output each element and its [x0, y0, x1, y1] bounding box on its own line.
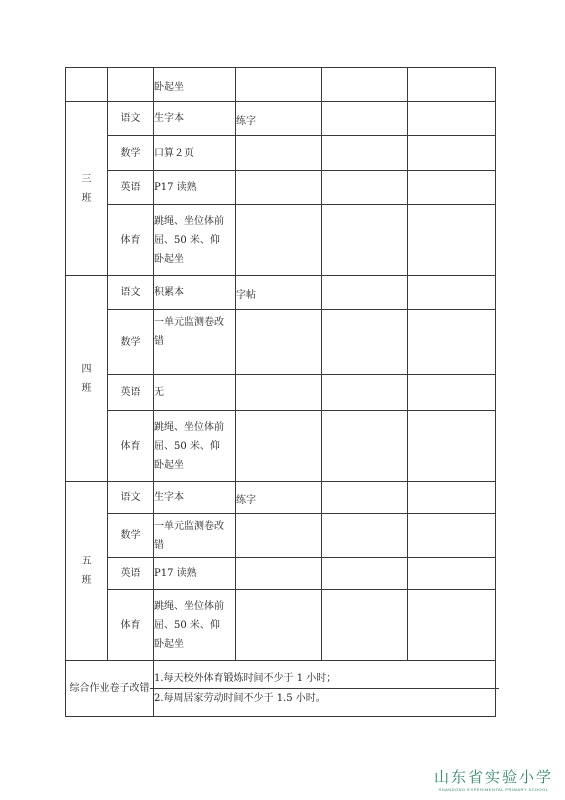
- material-cell: 练字: [236, 482, 322, 514]
- note-line: 2.每周居家劳动时间不少于 1.5 小时。: [154, 693, 326, 704]
- subject-cell: 体育: [108, 590, 154, 661]
- task-cell: 跳绳、坐位体前 屈、50 米、仰 卧起坐: [154, 411, 236, 482]
- class-name-cell: [66, 102, 108, 276]
- logo-en: SHANDONG EXPERIMENTAL PRIMARY SCHOOL: [438, 787, 549, 792]
- material-cell: 练字: [236, 102, 322, 136]
- subject-cell: 语文: [108, 102, 154, 136]
- material-cell: 字帖: [236, 276, 322, 310]
- subject-cell: 英语: [108, 558, 154, 590]
- table-row: [66, 136, 496, 171]
- subject-cell: 英语: [108, 375, 154, 411]
- task-cell: 卧起坐: [154, 68, 236, 102]
- task-cell: 跳绳、坐位体前 屈、50 米、仰 卧起坐: [154, 205, 236, 276]
- task-cell: 生字本: [154, 102, 236, 136]
- subject-cell: 数学: [108, 310, 154, 375]
- subject-cell: 体育: [108, 205, 154, 276]
- table-row: [66, 661, 496, 717]
- class-name-char: 班: [81, 382, 92, 394]
- note-line: 1.每天校外体育锻炼时间不少于 1 小时；: [150, 669, 499, 689]
- task-cell: 跳绳、坐位体前 屈、50 米、仰 卧起坐: [154, 590, 236, 661]
- class-name-cell: [66, 276, 108, 482]
- table-row: [66, 558, 496, 590]
- logo-cn: 山东省实验小学: [433, 768, 553, 786]
- table-row: [66, 411, 496, 482]
- task-cell: 积累本: [154, 276, 236, 310]
- task-cell: 一单元监测卷改 错: [154, 310, 236, 375]
- table-row: [66, 375, 496, 411]
- school-logo: [434, 766, 553, 792]
- subject-cell: 语文: [108, 276, 154, 310]
- task-cell: 口算２页: [154, 136, 236, 171]
- class-name-char: 班: [81, 575, 92, 586]
- class-name-char: 四: [81, 363, 92, 375]
- table-row: [66, 102, 496, 136]
- task-cell: P17 读熟: [154, 171, 236, 205]
- task-cell: P17 读熟: [154, 558, 236, 590]
- class-name-char: 三: [81, 173, 92, 185]
- subject-cell: 数学: [108, 514, 154, 558]
- table-row: [66, 276, 496, 310]
- subject-cell: 数学: [108, 136, 154, 171]
- table-row: [66, 514, 496, 558]
- subject-cell: 体育: [108, 411, 154, 482]
- table-row: [66, 171, 496, 205]
- table-row: [66, 310, 496, 375]
- task-cell: 生字本: [154, 482, 236, 514]
- table-row: [66, 482, 496, 514]
- class-name-char: 五: [81, 556, 92, 567]
- table-row: [66, 590, 496, 661]
- task-cell: 一单元监测卷改 错: [154, 514, 236, 558]
- class-name-cell: [66, 482, 108, 661]
- notes-cell: [154, 661, 496, 717]
- class-name-char: 班: [81, 192, 92, 204]
- subject-cell: 英语: [108, 171, 154, 205]
- summary-label: 综合作业卷子改错: [66, 661, 154, 717]
- task-cell: 无: [154, 375, 236, 411]
- homework-table: [65, 67, 496, 717]
- table-row: [66, 68, 496, 102]
- subject-cell: 语文: [108, 482, 154, 514]
- table-row: [66, 205, 496, 276]
